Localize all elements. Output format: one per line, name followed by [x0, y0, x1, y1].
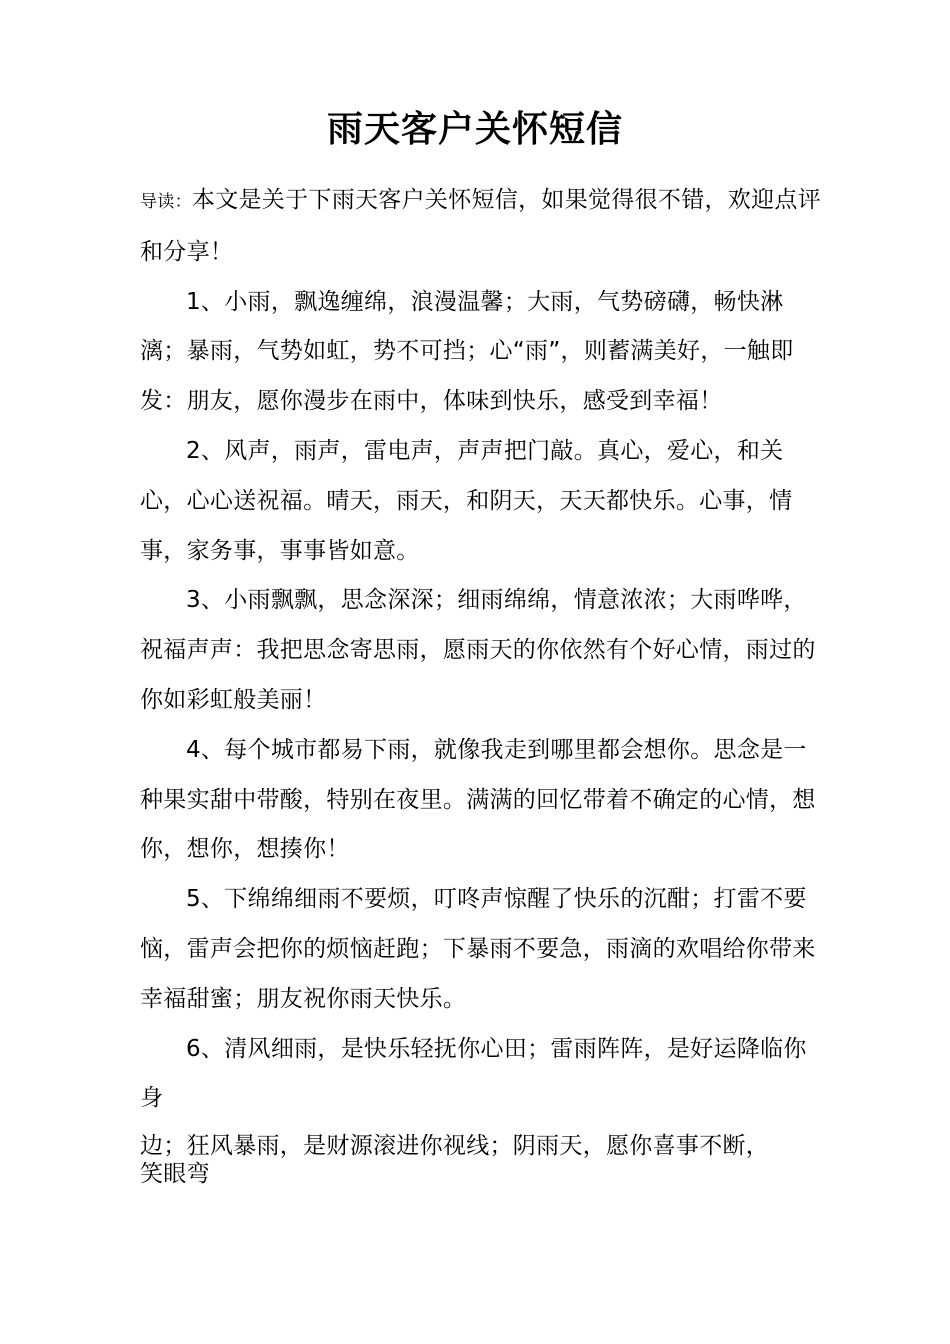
- paragraph-4: 4、每个城市都易下雨，就像我走到哪里都会想你。思念是一种果实甜中带酸，特别在夜里。满满的回忆带着不确定的心情，想你，想你，想揍你！: [140, 736, 816, 863]
- intro-text: 本文是关于下雨天客户关怀短信，如果觉得很不错，欢迎点评和分享！: [140, 187, 822, 265]
- paragraph-6: 6、清风细雨，是快乐轻抚你心田；雷雨阵阵，是好运降临你身: [140, 1035, 807, 1112]
- paragraph-3: 3、小雨飘飘，思念深深；细雨绵绵，情意浓浓；大雨哗哗，祝福声声：我把思念寄思雨，愿雨天的你依然有个好心情，雨过的你如彩虹般美丽！: [140, 587, 816, 713]
- paragraph-6-tail: 笑眼弯: [140, 1161, 210, 1188]
- paragraph-1: 1、小雨，飘逸缠绵，浪漫温馨；大雨，气势磅礴，畅快淋漓；暴雨，气势如虹，势不可挡；心“雨”，则蓄满美好，一触即发：朋友，愿你漫步在雨中，体味到快乐，感受到幸福！: [140, 288, 794, 415]
- paragraph-6-continuation: 边；狂风暴雨，是财源滚进你视线；阴雨天，愿你喜事不断，: [140, 1133, 770, 1160]
- document-body: [140, 176, 830, 1188]
- paragraph-2: 2、风声，雨声，雷电声，声声把门敲。真心，爱心，和关心，心心送祝福。晴天，雨天，和阴天，天天都快乐。心事，情事，家务事，事事皆如意。: [140, 437, 793, 564]
- document-title: 雨天客户关怀短信: [326, 109, 623, 150]
- intro-label: 导读：: [140, 192, 192, 212]
- intro-paragraph: [140, 176, 830, 278]
- paragraph-5: 5、下绵绵细雨不要烦，叮咚声惊醒了快乐的沉酣；打雷不要恼，雷声会把你的烦恼赶跑；下暴雨不要急，雨滴的欢唱给你带来幸福甜蜜；朋友祝你雨天快乐。: [140, 886, 816, 1012]
